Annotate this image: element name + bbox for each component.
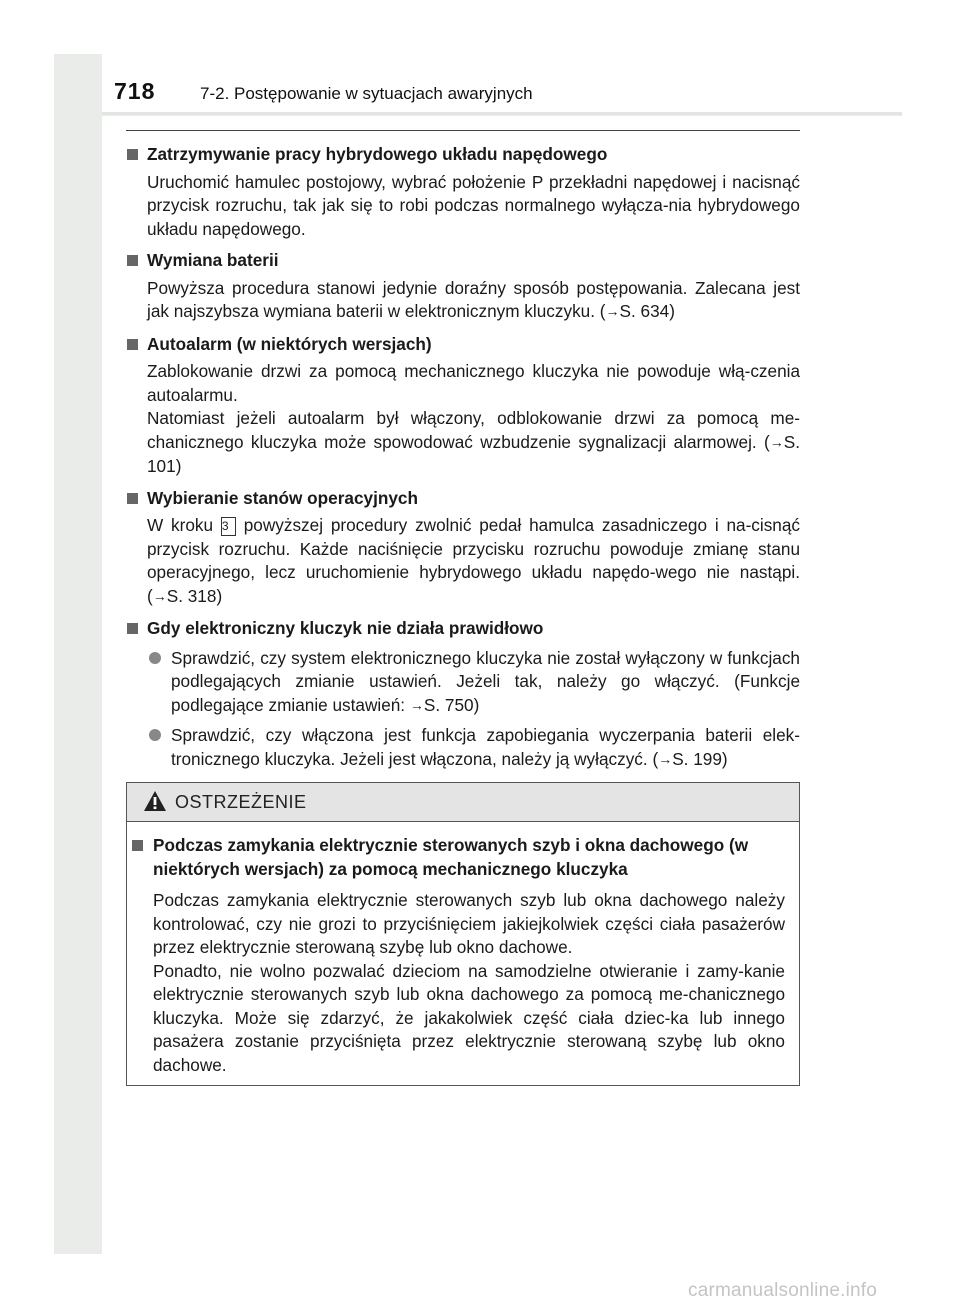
content-divider	[126, 130, 800, 131]
square-bullet-icon	[127, 623, 138, 634]
page-reference[interactable]: S. 199	[672, 748, 722, 769]
arrow-right-icon: →	[605, 303, 620, 319]
content	[126, 143, 800, 780]
watermark: carmanualsonline.info	[688, 1280, 878, 1301]
section-operating-modes	[126, 487, 800, 610]
section-alarm	[126, 333, 800, 479]
list-item: Sprawdzić, czy system elektronicznego kluczyka nie został wyłączony w funkcjach podlegających zmianie ustawień. Jeżeli tak, należy go włączyć. (Funkcje podlegające zmianie ustawień: →S. 750)	[147, 647, 800, 719]
paragraph: Natomiast jeżeli autoalarm był włączony, odblokowanie drzwi za pomocą me-chanicznego kluczyka może spowodować wzbudzenie sygnalizacji alarmowej. (→S. 101)	[147, 408, 800, 476]
square-bullet-icon	[127, 149, 138, 160]
paragraph: W kroku 3 powyższej procedury zwolnić pedał hamulca zasadniczego i na-cisnąć przycisk rozruchu. Każde naciśnięcie przycisku rozruchu powoduje zmianę stanu operacyjnego, lecz uruchomienie hybrydowego układu napędo-wego nie nastąpi. (→S. 318)	[147, 515, 801, 606]
warning-header	[127, 783, 799, 822]
paragraph: Powyższa procedura stanowi jedynie doraźny sposób postępowania. Zalecana jest jak najszybsza wymiana baterii w elektronicznym kluczyku. (→S. 634)	[147, 277, 800, 321]
square-bullet-icon	[127, 255, 138, 266]
paragraph: Zablokowanie drzwi za pomocą mechanicznego kluczyka nie powoduje włą-czenia autoalarmu.	[147, 361, 800, 405]
step-number-badge: 3	[221, 517, 236, 536]
square-bullet-icon	[127, 493, 138, 504]
section-heading: Wybieranie stanów operacyjnych	[126, 487, 800, 511]
paragraph: Ponadto, nie wolno pozwalać dzieciom na samodzielne otwieranie i zamy-kanie elektrycznie sterowanych szyb lub okna dachowego za pomocą me-chanicznego kluczyka. Może się zdarzyć, że jakakolwiek część ciała dziec-ka lub innego pasażera zostanie przyciśnięta przez elektrycznie sterowaną szybę lub okno dachowe.	[153, 960, 785, 1075]
page-number: 718	[114, 78, 156, 104]
warning-heading: Podczas zamykania elektrycznie sterowanych szyb i okna dachowego (w niektórych wersjach) za pomocą mechanicznego kluczyka	[131, 834, 785, 881]
section-heading: Zatrzymywanie pracy hybrydowego układu napędowego	[126, 143, 800, 167]
arrow-right-icon: →	[152, 587, 167, 604]
section-stopping-hybrid	[126, 143, 800, 241]
section-heading: Wymiana baterii	[126, 249, 800, 273]
page-reference[interactable]: S. 634	[619, 301, 670, 321]
paragraph: Uruchomić hamulec postojowy, wybrać położenie P przekładni napędowej i nacisnąć przycisk rozruchu, tak jak się to robi podczas normalnego wyłącza-nia hybrydowego układu napędowego.	[147, 171, 800, 239]
page-reference[interactable]: S. 318	[166, 585, 217, 606]
warning-triangle-icon	[143, 790, 167, 812]
section-battery-replacement	[126, 249, 800, 325]
arrow-right-icon: →	[769, 433, 784, 450]
section-heading: Autoalarm (w niektórych wersjach)	[126, 333, 800, 357]
page-reference[interactable]: S. 101	[147, 431, 800, 476]
section-key-malfunction	[126, 617, 800, 772]
square-bullet-icon	[127, 339, 138, 350]
header-divider	[102, 112, 902, 115]
warning-title: OSTRZEŻENIE	[175, 792, 307, 812]
square-bullet-icon	[132, 840, 143, 851]
list-item: Sprawdzić, czy włączona jest funkcja zapobiegania wyczerpania baterii elek-tronicznego kluczyka. Jeżeli jest włączona, należy ją wyłączyć. (→S. 199)	[147, 724, 800, 772]
paragraph: Podczas zamykania elektrycznie sterowanych szyb lub okna dachowego należy kontrolować, czy nie grozi to przyciśnięciem jakiejkolwiek części ciała pasażerów przez elektrycznie sterowaną szybę lub okno dachowe.	[153, 890, 785, 957]
section-heading: Gdy elektroniczny kluczyk nie działa prawidłowo	[126, 617, 800, 641]
round-bullet-icon	[149, 729, 161, 741]
warning-body	[127, 822, 799, 1077]
warning-box	[126, 782, 800, 1086]
page-reference[interactable]: S. 750	[423, 694, 474, 715]
round-bullet-icon	[149, 652, 161, 664]
arrow-right-icon: →	[409, 696, 424, 713]
arrow-right-icon: →	[658, 750, 673, 767]
chapter-title: 7-2. Postępowanie w sytuacjach awaryjnych	[200, 84, 533, 103]
side-band	[54, 54, 102, 1254]
